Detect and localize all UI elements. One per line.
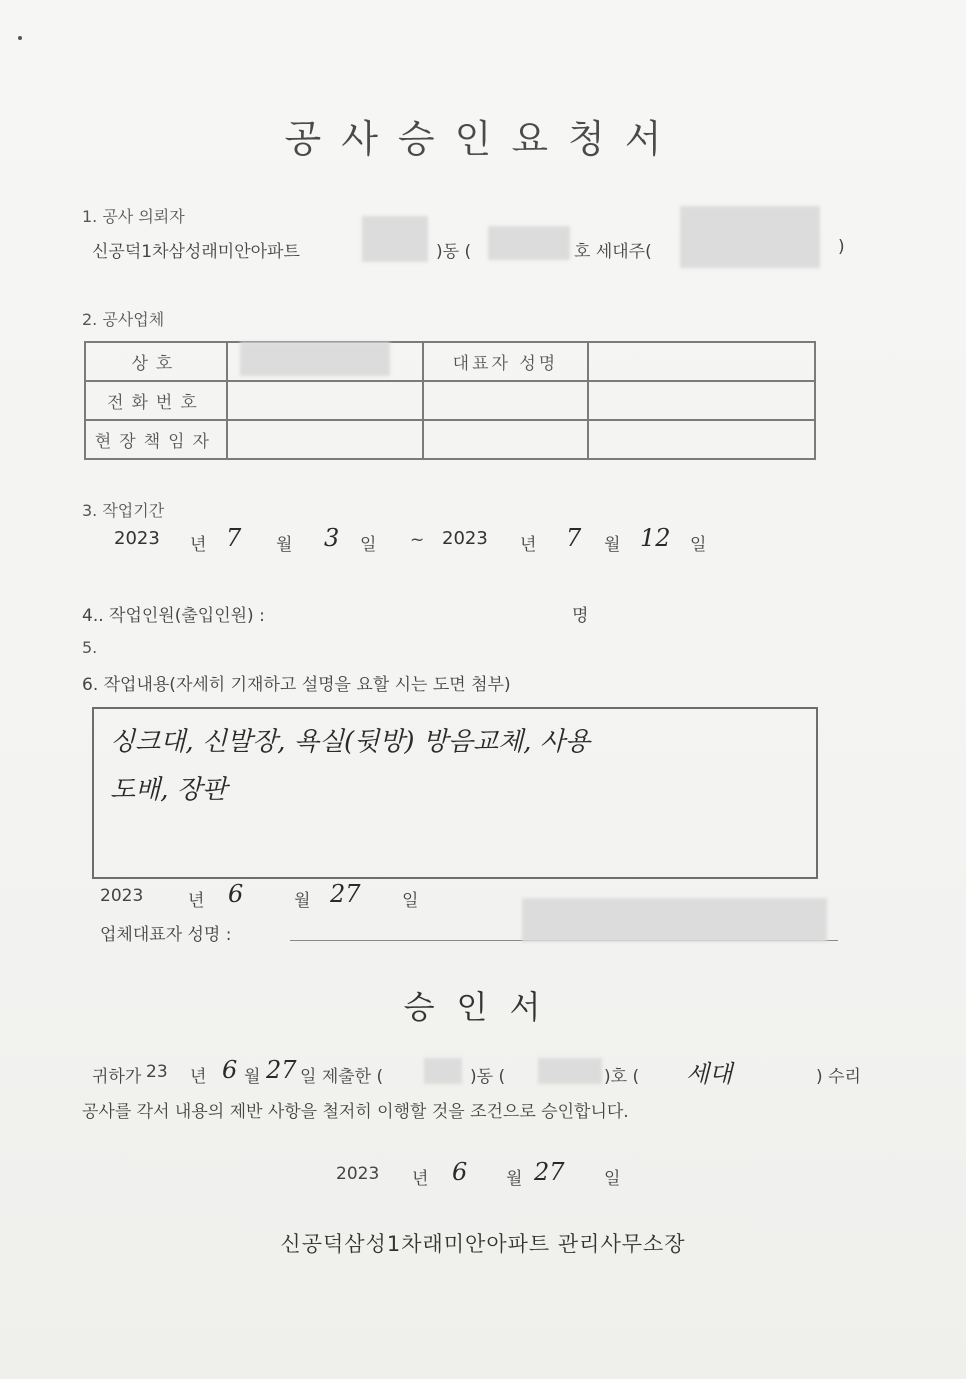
shop-name-label: 상호: [85, 342, 227, 381]
approval-line1-end: ) 수리: [816, 1067, 861, 1087]
approval-month: 6: [222, 1056, 238, 1084]
section2-heading: 2. 공사업체: [82, 310, 165, 329]
submission-month-unit: 월: [294, 891, 311, 911]
start-day: 3: [324, 524, 340, 552]
section5-heading: 5.: [82, 638, 98, 657]
approval-date-year-unit: 년: [412, 1169, 429, 1189]
section1-heading: 1. 공사 의뢰자: [82, 207, 185, 226]
site-manager-label: 현장책임자: [85, 420, 227, 459]
section4-heading: 4.. 작업인원(출입인원) :: [82, 606, 265, 626]
submission-day-unit: 일: [402, 891, 419, 911]
redacted-approval-dong: [424, 1058, 462, 1084]
table-row: [85, 342, 815, 381]
submission-month: 6: [228, 880, 244, 908]
approval-date-month: 6: [452, 1158, 468, 1186]
approval-household: 세대: [686, 1060, 733, 1088]
approval-title: 승인서: [403, 988, 563, 1026]
approval-ho-label: )호 (: [604, 1067, 640, 1087]
phone-extra-value: [588, 381, 815, 420]
redacted-dong: [362, 216, 428, 262]
approval-date-day-unit: 일: [604, 1169, 621, 1189]
work-content-line2: 도배, 장판: [110, 775, 227, 805]
end-month: 7: [566, 524, 582, 552]
phone-label: 전화번호: [85, 381, 227, 420]
start-month: 7: [226, 524, 242, 552]
approval-line1-start: 귀하가: [92, 1067, 142, 1087]
start-month-unit: 월: [276, 535, 293, 555]
redacted-shop-name: [240, 342, 390, 376]
table-row: [85, 381, 815, 420]
section6-heading: 6. 작업내용(자세히 기재하고 설명을 요할 시는 도면 첨부): [82, 675, 511, 695]
approval-day: 27: [266, 1056, 297, 1084]
end-year: 2023: [442, 528, 488, 549]
document-title: 공사승인요청서: [284, 117, 682, 161]
representative-value: [588, 342, 815, 381]
requester-apartment: 신공덕1차삼성래미안아파트: [92, 242, 300, 262]
close-paren: ): [838, 237, 845, 257]
approval-date-year: 2023: [336, 1164, 380, 1184]
approval-date-month-unit: 월: [506, 1169, 523, 1189]
section3-heading: 3. 작업기간: [82, 501, 165, 520]
approval-line2: 공사를 각서 내용의 제반 사항을 철저히 이행할 것을 조건으로 승인합니다.: [82, 1102, 629, 1122]
approval-year: 23: [146, 1062, 168, 1082]
phone-extra-cell: [423, 381, 589, 420]
management-office-signature: 신공덕삼성1차래미안아파트 관리사무소장: [280, 1232, 686, 1256]
start-day-unit: 일: [360, 535, 377, 555]
approval-year-unit: 년: [190, 1067, 207, 1087]
site-manager-extra-cell: [423, 420, 589, 459]
rep-name-label: 업체대표자 성명 :: [100, 925, 232, 945]
redacted-rep-signature: [522, 898, 827, 942]
approval-day-unit: 일 제출한 (: [300, 1067, 384, 1087]
ho-householder-label: 호 세대주(: [574, 242, 652, 262]
end-year-unit: 년: [520, 535, 537, 555]
redacted-householder: [680, 206, 820, 268]
dong-label: )동 (: [436, 242, 472, 262]
work-content-box: [92, 707, 818, 879]
period-tilde: ~: [410, 530, 425, 550]
site-manager-extra-value: [588, 420, 815, 459]
workers-unit: 명: [572, 606, 589, 626]
work-content-line1: 싱크대, 신발장, 욕실(뒷방) 방음교체, 사용: [110, 727, 590, 757]
approval-dong-label: )동 (: [470, 1067, 506, 1087]
start-year-unit: 년: [190, 535, 207, 555]
company-table: [84, 341, 816, 460]
submission-day: 27: [330, 880, 361, 908]
submission-year-unit: 년: [188, 891, 205, 911]
phone-value: [227, 381, 423, 420]
approval-date-day: 27: [534, 1158, 565, 1186]
submission-year: 2023: [100, 886, 144, 906]
redacted-ho: [488, 226, 570, 260]
redacted-approval-ho: [538, 1058, 602, 1084]
representative-label: 대표자 성명: [423, 342, 589, 381]
end-day-unit: 일: [690, 535, 707, 555]
start-year: 2023: [114, 528, 160, 549]
end-day: 12: [640, 524, 671, 552]
approval-month-unit: 월: [244, 1067, 261, 1087]
end-month-unit: 월: [604, 535, 621, 555]
paper-speck: [18, 36, 22, 40]
site-manager-value: [227, 420, 423, 459]
table-row: [85, 420, 815, 459]
